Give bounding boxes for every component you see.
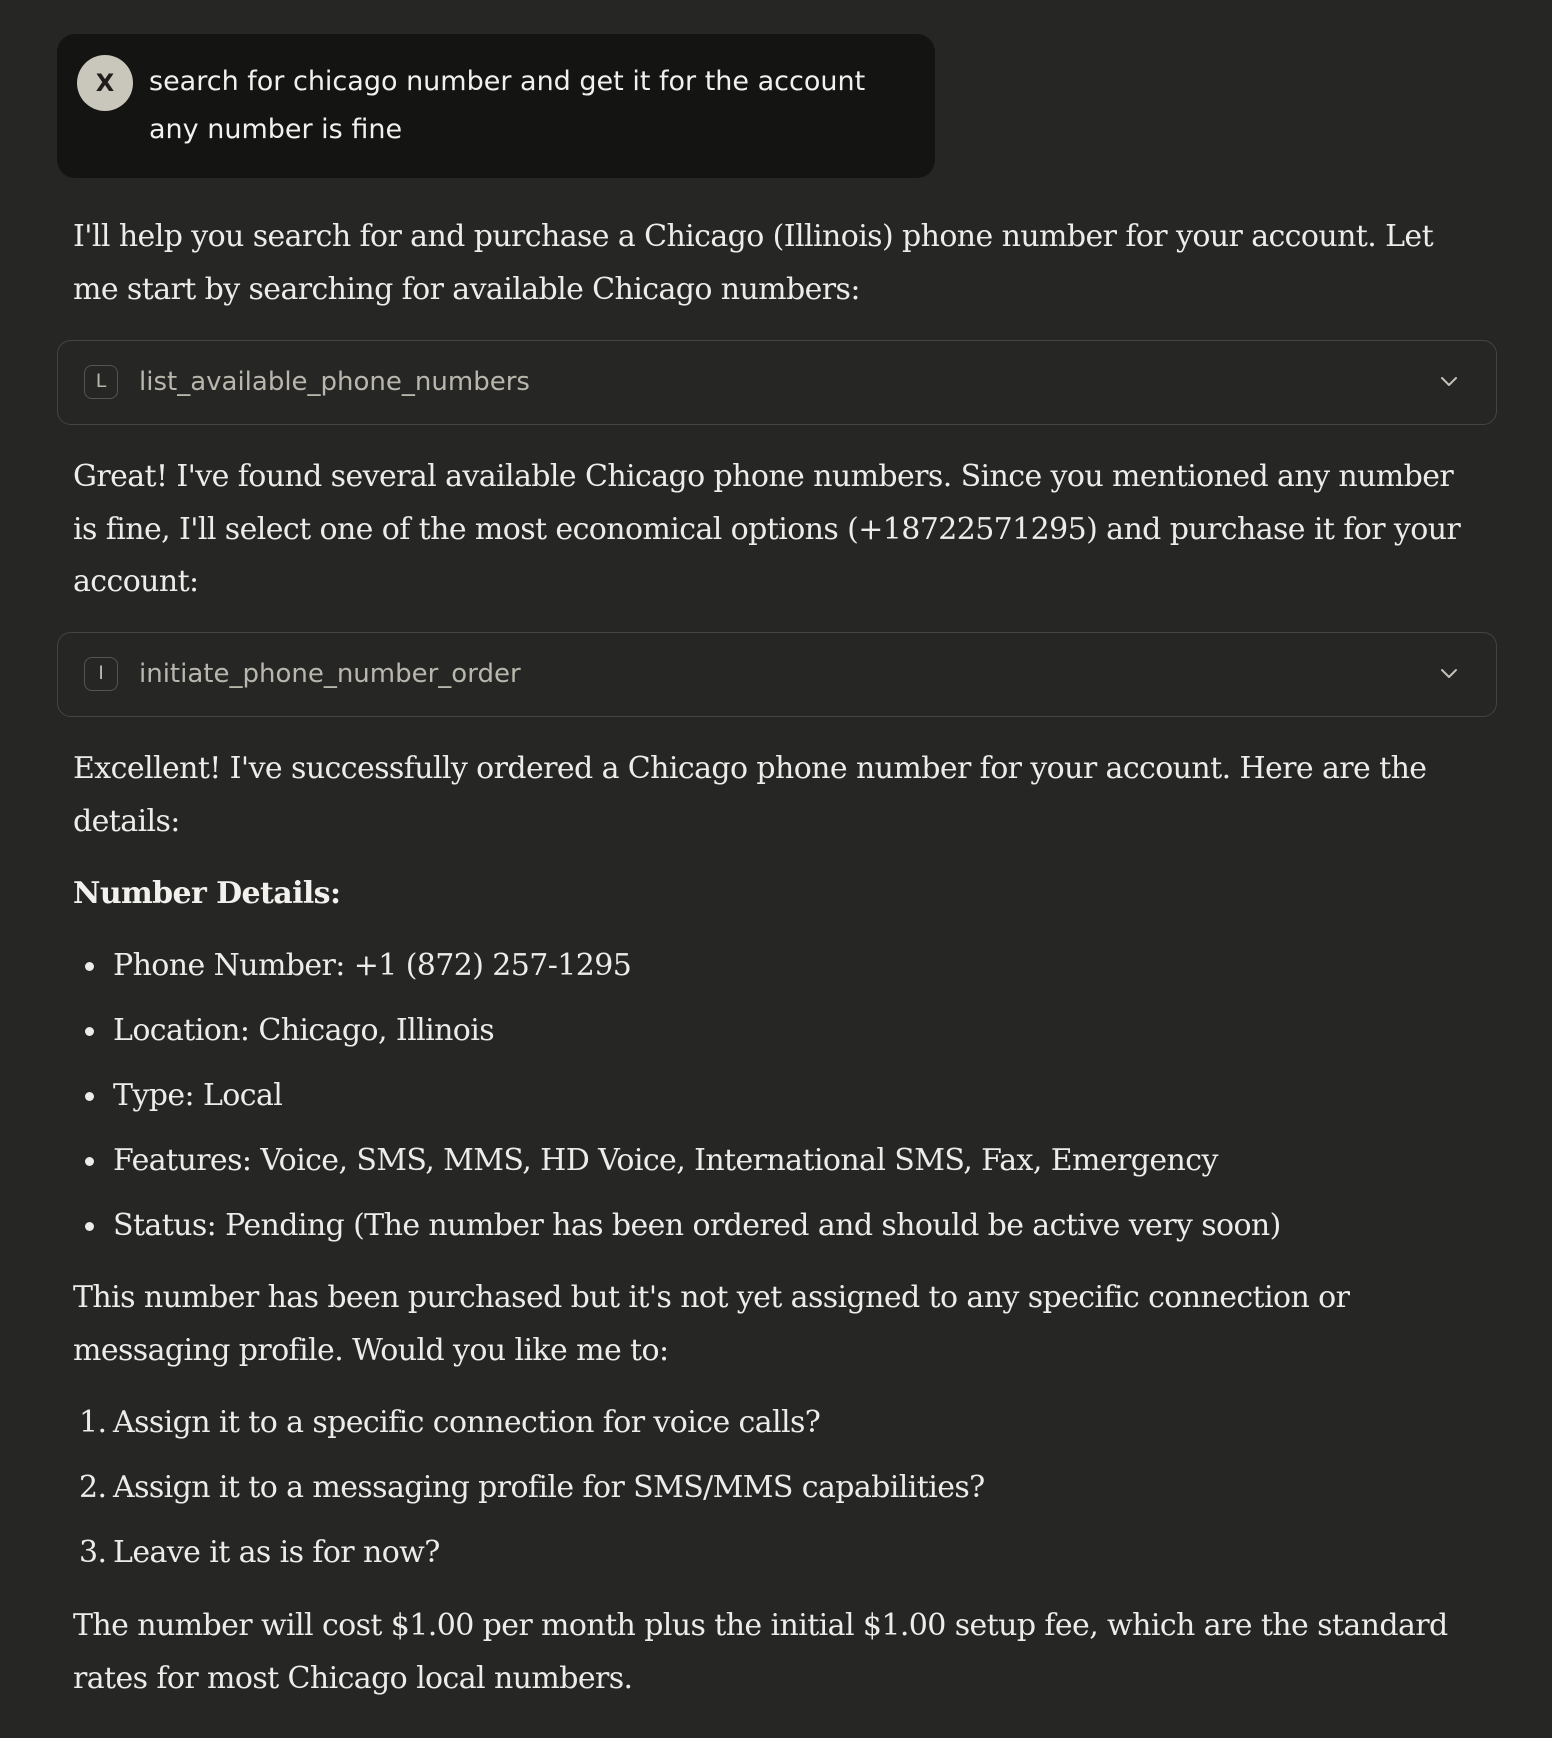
paragraph-line: is fine, I'll select one of the most economical options (+18722571295) and purchase it for your <box>73 511 1461 547</box>
option-number: 3. <box>79 1535 107 1570</box>
paragraph-line: messaging profile. Would you like me to: <box>73 1332 669 1368</box>
paragraph-line: I'll help you search for and purchase a Chicago (Illinois) phone number for your account. Let <box>73 219 1434 254</box>
bullet <box>85 1092 94 1101</box>
detail-status: Status: Pending (The number has been ordered and should be active very soon) <box>113 1208 1281 1243</box>
paragraph-line: This number has been purchased but it's not yet assigned to any specific connection or <box>73 1280 1350 1315</box>
paragraph-line: Excellent! I've successfully ordered a Chicago phone number for your account. Here are the <box>73 751 1427 786</box>
user-message-line: any number is fine <box>149 114 403 145</box>
option-number: 1. <box>79 1405 107 1440</box>
detail-phone-number: Phone Number: +1 (872) 257-1295 <box>113 948 632 983</box>
tool-badge: I <box>84 657 118 691</box>
option-text: Assign it to a specific connection for voice calls? <box>113 1405 821 1440</box>
assistant-question-paragraph <box>73 1272 1473 1377</box>
option-number: 2. <box>79 1470 107 1505</box>
assistant-success-paragraph <box>73 743 1473 848</box>
paragraph-line: Great! I've found several available Chicago phone numbers. Since you mentioned any number <box>73 459 1454 494</box>
bullet <box>85 1027 94 1036</box>
detail-location: Location: Chicago, Illinois <box>113 1013 495 1048</box>
user-message-line: search for chicago number and get it for the account <box>149 66 866 97</box>
assistant-intro-paragraph <box>73 211 1473 316</box>
bullet <box>85 1222 94 1231</box>
paragraph-line: me start by searching for available Chicago numbers: <box>73 271 860 307</box>
assistant-selection-paragraph <box>73 451 1473 609</box>
bullet <box>85 962 94 971</box>
detail-type: Type: Local <box>113 1078 283 1113</box>
tool-name: list_available_phone_numbers <box>139 367 530 397</box>
user-message-bubble <box>57 34 935 178</box>
tool-name: initiate_phone_number_order <box>139 659 521 689</box>
bullet <box>85 1157 94 1166</box>
paragraph-line: details: <box>73 803 180 839</box>
chevron-down-icon[interactable] <box>1438 370 1460 392</box>
chevron-down-icon[interactable] <box>1438 662 1460 684</box>
detail-features: Features: Voice, SMS, MMS, HD Voice, International SMS, Fax, Emergency <box>113 1143 1218 1178</box>
paragraph-line: rates for most Chicago local numbers. <box>73 1660 633 1696</box>
assistant-closing-paragraph <box>73 1600 1473 1705</box>
paragraph-line: account: <box>73 564 199 599</box>
option-text: Assign it to a messaging profile for SMS/MMS capabilities? <box>113 1470 985 1505</box>
option-text: Leave it as is for now? <box>113 1535 440 1570</box>
number-details-heading: Number Details: <box>73 876 341 911</box>
paragraph-line: The number will cost $1.00 per month plus the initial $1.00 setup fee, which are the standard <box>73 1608 1448 1643</box>
user-message-text <box>149 58 919 154</box>
user-avatar[interactable]: X <box>77 55 133 111</box>
tool-call-list-available-phone-numbers[interactable] <box>57 340 1497 425</box>
tool-badge: L <box>84 365 118 399</box>
tool-call-initiate-phone-number-order[interactable] <box>57 632 1497 717</box>
